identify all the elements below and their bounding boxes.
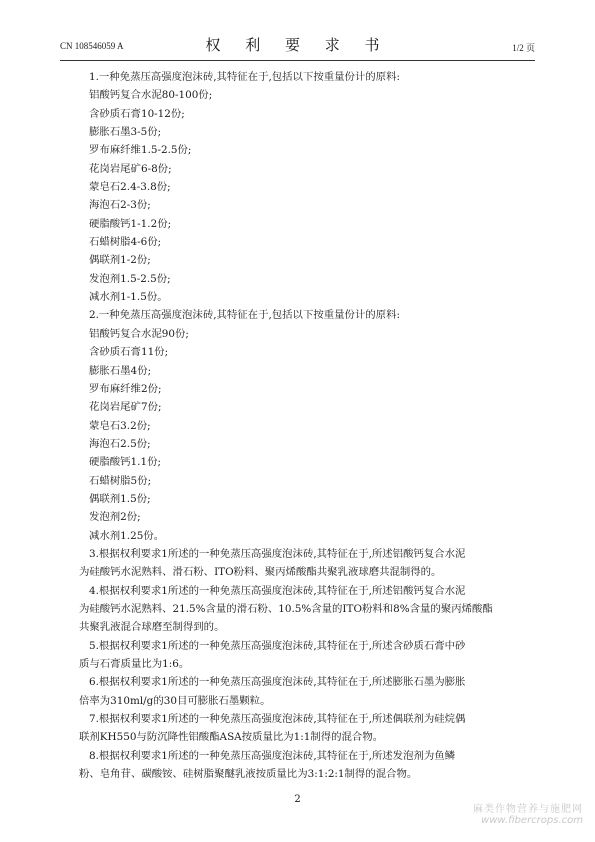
claim-text-line: 罗布麻纤维2份; xyxy=(89,382,162,395)
claim-text-line: 海泡石2.5份; xyxy=(89,437,151,450)
claim-text-line: 石蜡树脂5份; xyxy=(89,474,152,487)
claim-text-line: 减水剂1.25份。 xyxy=(89,529,165,542)
claim-text-line: 减水剂1-1.5份。 xyxy=(89,291,168,304)
watermark-text: 麻类作物营养与施肥网 xyxy=(473,804,583,815)
page-number: 2 xyxy=(294,794,301,805)
claim-text-line: 2.一种免蒸压高强度泡沫砖,其特征在于,包括以下按重量份计的原料: xyxy=(89,309,400,322)
page-indicator: 1/2 页 xyxy=(512,43,535,53)
document-header xyxy=(60,30,535,58)
claim-text-line: 膨胀石墨4份; xyxy=(89,364,152,377)
claim-text-line: 花岗岩尾矿7份; xyxy=(89,401,162,414)
publication-number: CN 108546059 A xyxy=(60,41,124,51)
claim-text-line: 海泡石2-3份; xyxy=(89,199,151,212)
claim-text-line: 4.根据权利要求1所述的一种免蒸压高强度泡沫砖,其特征在于,所述铝酸钙复合水泥 xyxy=(89,584,466,597)
claim-text-line: 共聚乳液混合球磨至制得到的。 xyxy=(79,621,225,634)
claim-text-line: 发泡剂1.5-2.5份; xyxy=(89,272,171,285)
claim-text-line: 铝酸钙复合水泥90份; xyxy=(89,327,189,340)
claim-text-line: 质与石膏质量比为1:6。 xyxy=(79,658,190,670)
claim-text-line: 3.根据权利要求1所述的一种免蒸压高强度泡沫砖,其特征在于,所述铝酸钙复合水泥 xyxy=(89,547,466,560)
claim-text-line: 发泡剂2份; xyxy=(89,511,141,524)
claim-text-line: 8.根据权利要求1所述的一种免蒸压高强度泡沫砖,其特征在于,所述发泡剂为鱼鳞 xyxy=(89,749,456,762)
watermark-url: www.fibercrops.com xyxy=(481,815,583,826)
claim-text-line: 蒙皂石2.4-3.8份; xyxy=(89,181,171,194)
claim-text-line: 偶联剂1.5份; xyxy=(89,492,151,505)
claim-text-line: 铝酸钙复合水泥80-100份; xyxy=(89,89,213,102)
claim-text-line: 膨胀石墨3-5份; xyxy=(89,126,162,139)
claim-text-line: 粉、皂角苷、碳酸铵、硅树脂聚醚乳液按质量比为3:1:2:1制得的混合物。 xyxy=(79,768,418,781)
document-title: 权 利 要 求 书 xyxy=(205,36,390,54)
claim-text-line: 6.根据权利要求1所述的一种免蒸压高强度泡沫砖,其特征在于,所述膨胀石墨为膨胀 xyxy=(89,676,466,689)
claim-text-line: 含砂质石膏10-12份; xyxy=(89,107,185,120)
claim-text-line: 7.根据权利要求1所述的一种免蒸压高强度泡沫砖,其特征在于,所述偶联剂为硅烷偶 xyxy=(89,713,466,726)
header-divider xyxy=(60,60,535,61)
claim-text-line: 蒙皂石3.2份; xyxy=(89,419,151,432)
claim-text-line: 为硅酸钙水泥熟料、21.5%含量的滑石粉、10.5%含量的ITO粉料和8%含量的聚丙烯酸酯 xyxy=(79,602,493,615)
site-watermark xyxy=(473,800,583,826)
claim-text-line: 含砂质石膏11份; xyxy=(89,346,169,359)
claim-text-line: 1.一种免蒸压高强度泡沫砖,其特征在于,包括以下按重量份计的原料: xyxy=(89,71,400,83)
claim-text-line: 联剂KH550与防沉降性铝酸酯ASA按质量比为1:1制得的混合物。 xyxy=(79,731,384,744)
claims-body xyxy=(79,68,535,783)
claim-text-line: 罗布麻纤维1.5-2.5份; xyxy=(89,144,192,157)
claim-text-line: 5.根据权利要求1所述的一种免蒸压高强度泡沫砖,其特征在于,所述含砂质石膏中砂 xyxy=(89,639,466,652)
claim-text-line: 硬脂酸钙1.1份; xyxy=(89,456,161,469)
claim-text-line: 倍率为310ml/g的30目可膨胀石墨颗粒。 xyxy=(79,694,271,707)
claim-text-line: 花岗岩尾矿6-8份; xyxy=(89,162,172,175)
claim-text-line: 硬脂酸钙1-1.2份; xyxy=(89,217,172,230)
claim-text-line: 为硅酸钙水泥熟料、滑石粉、ITO粉料、聚丙烯酸酯共聚乳液球磨共混制得的。 xyxy=(79,566,442,579)
claim-text-line: 石蜡树脂4-6份; xyxy=(89,236,162,249)
claim-text-line: 偶联剂1-2份; xyxy=(89,254,151,267)
